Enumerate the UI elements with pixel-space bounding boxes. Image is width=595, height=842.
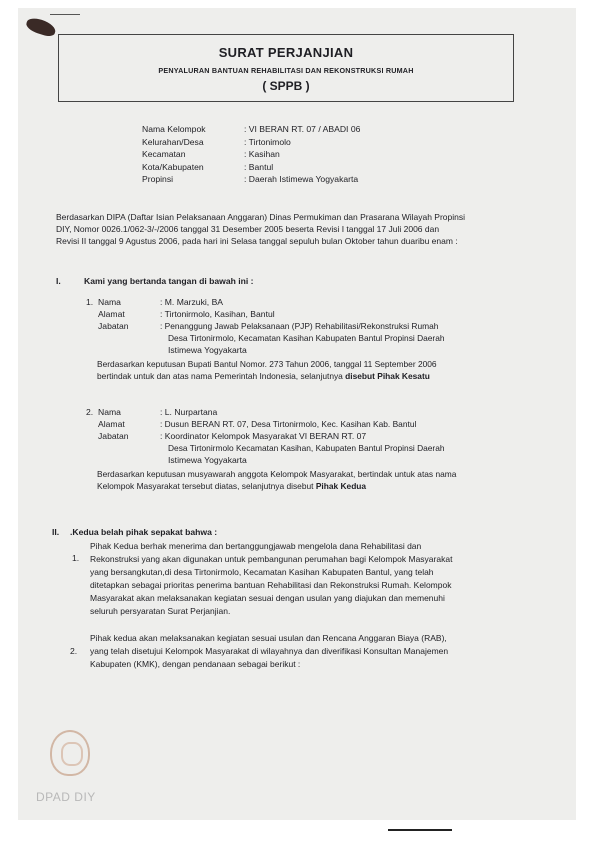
party-1-designation: disebut Pihak Kesatu — [345, 371, 430, 381]
party-2-basis-text: Kelompok Masyarakat tersebut diatas, selanjutnya disebut — [97, 481, 316, 491]
identity-row — [142, 148, 360, 161]
identity-label: Nama Kelompok — [142, 124, 206, 134]
clause-1-line: yang bersangkutan,di desa Tirtonirmolo, Kecamatan Kasihan Kabupaten Bantul, yang telah — [90, 567, 434, 577]
clause-2-line: yang telah disetujui Kelompok Masyarakat di wilayahnya dan diverifikasi Konsultan Manajemen — [90, 646, 449, 656]
party-2-position-cont: Istimewa Yogyakarta — [168, 455, 247, 465]
party-1-number: 1. — [86, 297, 94, 307]
intro-line: Revisi II tanggal 9 Agustus 2006, pada hari ini Selasa tanggal sepuluh bulan Oktober tahun duaribu enam : — [56, 236, 458, 246]
party-2-name-label: Nama — [98, 407, 121, 417]
clause-2-number: 2. — [70, 646, 78, 656]
party-2-basis: Berdasarkan keputusan musyawarah anggota Kelompok Masyarakat, bertindak untuk atas nama — [97, 469, 457, 479]
clause-1-line: Rekonstruksi yang akan digunakan untuk pembangunan perumahan bagi Kelompok Masyarakat — [90, 554, 453, 564]
section-1-heading: Kami yang bertanda tangan di bawah ini : — [84, 276, 254, 286]
clause-2-line: Pihak kedua akan melaksanakan kegiatan sesuai usulan dan Rencana Anggaran Biaya (RAB), — [90, 633, 447, 643]
section-1-number: I. — [56, 276, 61, 286]
pen-mark — [50, 14, 80, 15]
identity-value: : Bantul — [244, 161, 274, 172]
section-2-number: II. — [52, 527, 60, 537]
identity-value: : Tirtonimolo — [244, 136, 291, 147]
party-1-name: : M. Marzuki, BA — [160, 297, 224, 307]
clause-1-line: Pihak Kedua berhak menerima dan bertanggungjawab mengelola dana Rehabilitasi dan — [90, 541, 422, 551]
identity-label: Kecamatan — [142, 149, 186, 159]
identity-row — [142, 173, 360, 186]
group-identity-table — [142, 123, 360, 186]
party-2-name: : L. Nurpartana — [160, 407, 218, 417]
party-1-address: : Tirtonirmolo, Kasihan, Bantul — [160, 309, 275, 319]
document-code: ( SPPB ) — [262, 79, 310, 93]
identity-row — [142, 123, 360, 136]
party-1-position-cont: Desa Tirtonirmolo, Kecamatan Kasihan Kabupaten Bantul Propinsi Daerah — [168, 333, 445, 343]
clause-1-line: ditetapkan sebagai prioritas penerima bantuan Rehabilitasi dan Rekonstruksi Rumah. Kelompok — [90, 580, 452, 590]
clause-1-line: Masyarakat akan melaksanakan kegiatan sesuai dengan usulan yang diajukan dan memenuhi — [90, 593, 445, 603]
party-1-basis — [97, 370, 430, 383]
intro-line: Berdasarkan DIPA (Daftar Isian Pelaksanaan Anggaran) Dinas Permukiman dan Prasarana Wilayah Propinsi — [56, 212, 465, 222]
document-subtitle: PENYALURAN BANTUAN REHABILITASI DAN REKONSTRUKSI RUMAH — [158, 66, 414, 75]
document-title: SURAT PERJANJIAN — [218, 45, 354, 60]
party-1-position-label: Jabatan — [98, 321, 129, 331]
party-1-name-label: Nama — [98, 297, 121, 307]
identity-label: Kelurahan/Desa — [142, 136, 204, 147]
party-2-basis — [97, 480, 366, 493]
party-1-basis: Berdasarkan keputusan Bupati Bantul Nomor. 273 Tahun 2006, tanggal 11 September 2006 — [97, 359, 437, 369]
party-2-address-label: Alamat — [98, 419, 125, 429]
party-1-position: : Penanggung Jawab Pelaksanaan (PJP) Rehabilitasi/Rekonstruksi Rumah — [160, 321, 439, 331]
identity-row — [142, 136, 360, 149]
identity-value: : VI BERAN RT. 07 / ABADI 06 — [244, 124, 361, 134]
party-1-basis-text: bertindak untuk dan atas nama Pemerintah Indonesia, selanjutnya — [97, 371, 346, 381]
title-box — [58, 34, 514, 102]
archive-seal-logo — [50, 730, 90, 776]
intro-line: DIY, Nomor 0026.1/062-3/-/2006 tanggal 31 Desember 2005 beserta Revisi I tanggal 17 Juli 2006 dan — [56, 224, 440, 234]
identity-value: : Kasihan — [244, 149, 280, 159]
identity-label: Propinsi — [142, 174, 174, 184]
party-2-designation: Pihak Kedua — [315, 481, 367, 491]
clause-1-number: 1. — [72, 553, 80, 563]
identity-row — [142, 161, 360, 174]
party-2-number: 2. — [86, 407, 94, 417]
clause-1-line: seluruh persyaratan Surat Perjanjian. — [90, 606, 231, 616]
clause-2-line: Kabupaten (KMK), dengan pendanaan sebagai berikut : — [90, 659, 301, 669]
party-2-address: : Dusun BERAN RT. 07, Desa Tirtonirmolo, Kec. Kasihan Kab. Bantul — [160, 419, 417, 429]
identity-label: Kota/Kabupaten — [142, 161, 204, 172]
party-2-position: : Koordinator Kelompok Masyarakat VI BERAN RT. 07 — [160, 431, 367, 441]
watermark-text: DPAD DIY — [36, 790, 96, 804]
identity-value: : Daerah Istimewa Yogyakarta — [244, 174, 359, 184]
page-underline — [388, 829, 452, 831]
section-2-heading: .Kedua belah pihak sepakat bahwa : — [70, 527, 218, 537]
party-1-position-cont: Istimewa Yogyakarta — [168, 345, 247, 355]
party-1-address-label: Alamat — [98, 309, 125, 319]
party-2-position-cont: Desa Tirtonirmolo Kecamatan Kasihan, Kabupaten Bantul Propinsi Daerah — [168, 443, 445, 453]
party-2-position-label: Jabatan — [98, 431, 129, 441]
